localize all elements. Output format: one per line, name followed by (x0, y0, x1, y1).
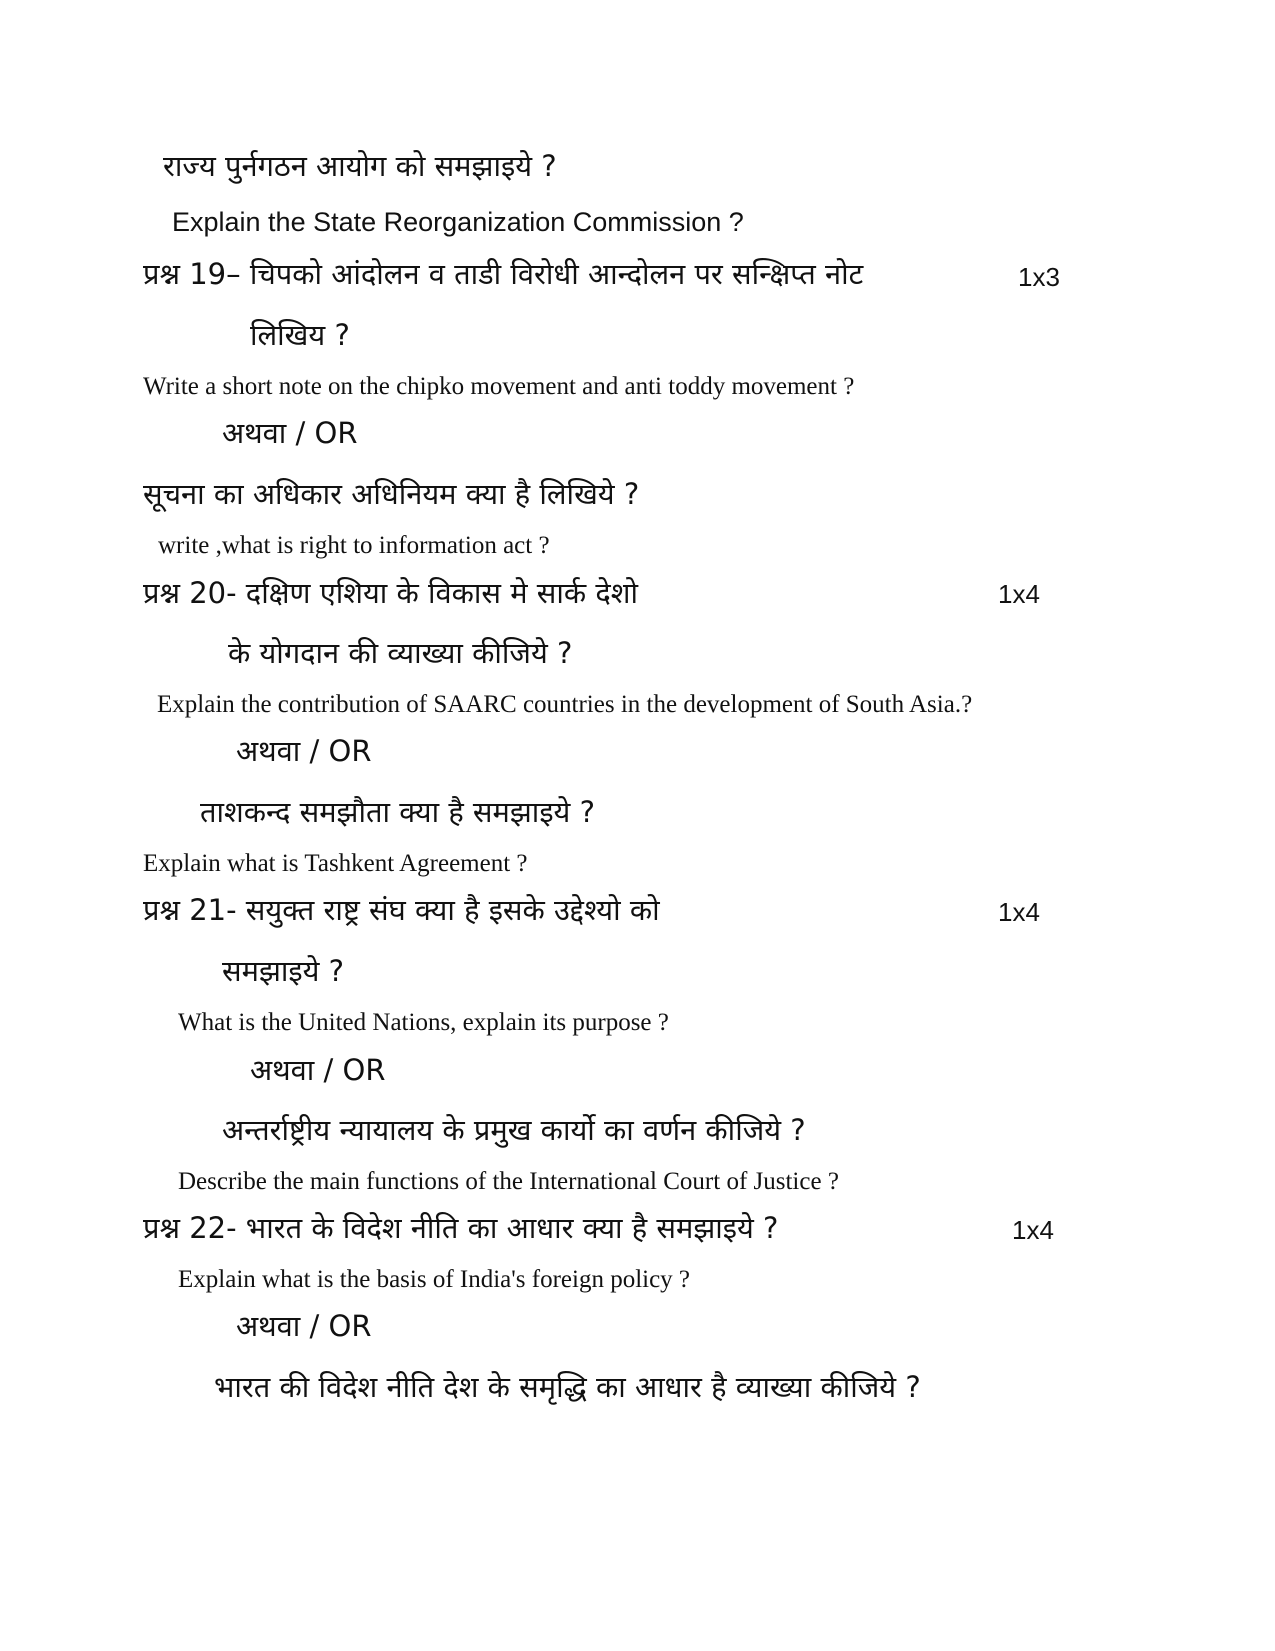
q21-marks: 1x4 (998, 897, 1040, 927)
q22-or-label: अथवा / OR (236, 1309, 372, 1343)
q19-hindi-line1: प्रश्न 19– चिपको आंदोलन व ताडी विरोधी आन्दोलन पर सन्क्षिप्त नोट (143, 257, 864, 291)
q21-or-label: अथवा / OR (250, 1053, 386, 1087)
q22-hindi-line1: प्रश्न 22- भारत के विदेश नीति का आधार क्या है समझाइये ? (143, 1211, 779, 1245)
q22-marks: 1x4 (1012, 1215, 1054, 1245)
q19-alt-hindi: सूचना का अधिकार अधिनियम क्या है लिखिये ? (143, 477, 640, 511)
q20-or-label: अथवा / OR (236, 734, 372, 768)
q21-alt-hindi: अन्तर्राष्ट्रीय न्यायालय के प्रमुख कार्यो का वर्णन कीजिये ? (222, 1113, 806, 1147)
q19-english: Write a short note on the chipko movement and anti toddy movement ? (143, 373, 855, 400)
q20-alt-english: Explain what is Tashkent Agreement ? (143, 850, 528, 877)
q20-alt-hindi: ताशकन्द समझौता क्या है समझाइये ? (200, 795, 595, 829)
q20-marks: 1x4 (998, 579, 1040, 609)
q20-hindi-line1: प्रश्न 20- दक्षिण एशिया के विकास मे सार्क देशो (143, 576, 639, 610)
q19-or-label: अथवा / OR (222, 416, 358, 450)
q19-hindi-line2: लिखिय ? (250, 318, 350, 352)
prev-question-english: Explain the State Reorganization Commission ? (172, 207, 744, 237)
q21-hindi-line1: प्रश्न 21- सयुक्त राष्ट्र संघ क्या है इसके उद्देश्यो को (143, 893, 660, 927)
q21-alt-english: Describe the main functions of the International Court of Justice ? (178, 1168, 839, 1195)
q20-english: Explain the contribution of SAARC countries in the development of South Asia.? (157, 691, 973, 718)
q22-english: Explain what is the basis of India's foreign policy ? (178, 1266, 691, 1293)
q19-marks: 1x3 (1018, 262, 1060, 292)
prev-question-hindi: राज्य पुर्नगठन आयोग को समझाइये ? (163, 149, 557, 183)
q21-hindi-line2: समझाइये ? (222, 954, 345, 988)
q21-english: What is the United Nations, explain its purpose ? (178, 1009, 669, 1036)
q22-alt-hindi: भारत की विदेश नीति देश के समृद्धि का आधार है व्याख्या कीजिये ? (214, 1370, 921, 1404)
q20-hindi-line2: के योगदान की व्याख्या कीजिये ? (228, 636, 573, 670)
q19-alt-english: write ,what is right to information act ? (158, 532, 550, 559)
